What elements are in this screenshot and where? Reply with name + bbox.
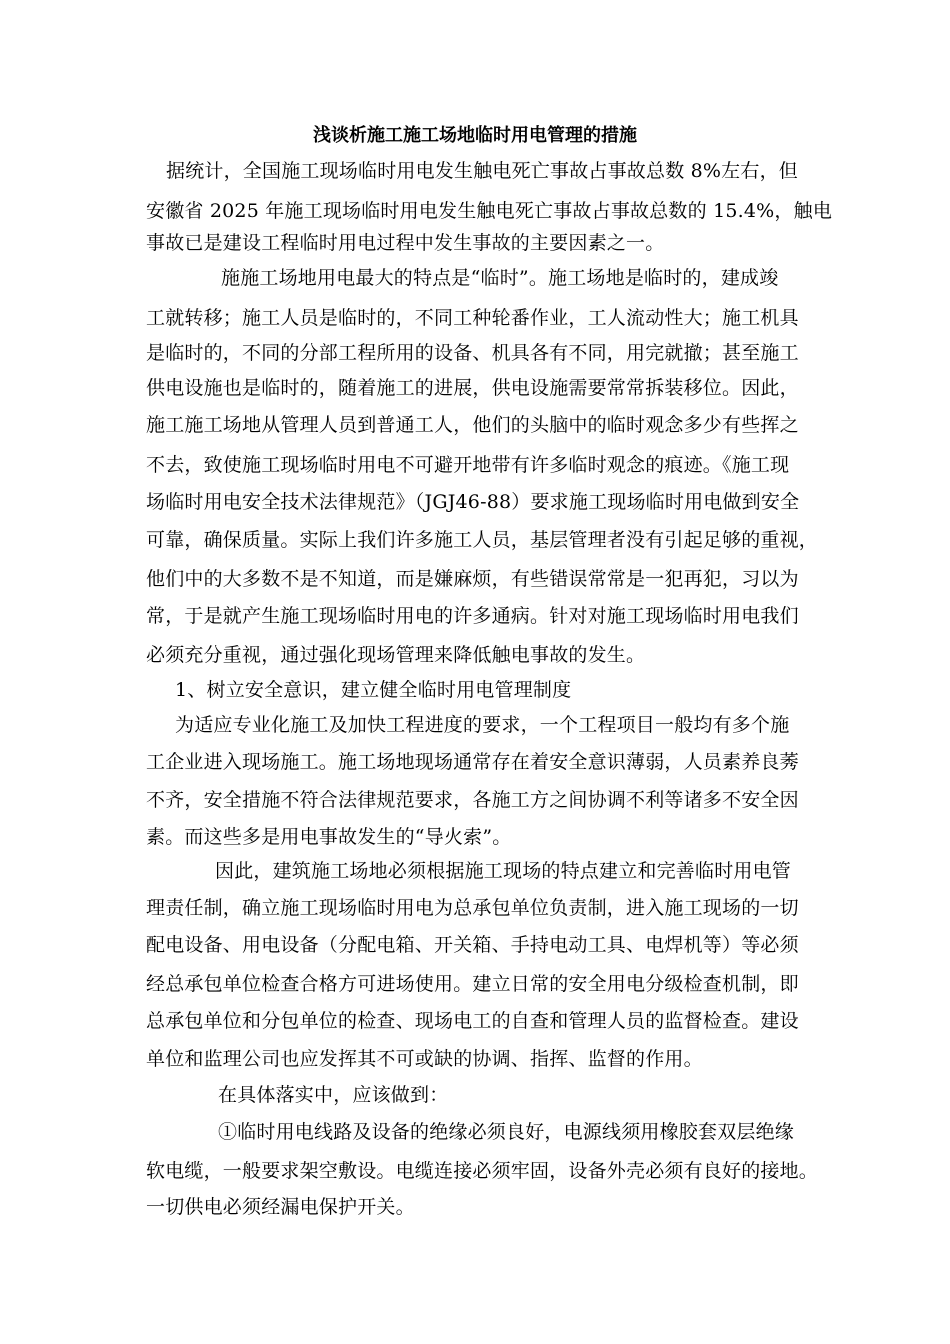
text-line-23: 经总承包单位检查合格方可进场使用。建立日常的安全用电分级检查机制，即 [146, 973, 799, 995]
text-line-7: 供电设施也是临时的，随着施工的进展，供电设施需要常常拆装移位。因此， [146, 377, 799, 399]
text-line-14: 必须充分重视，通过强化现场管理来降低触电事故的发生。 [146, 644, 646, 666]
text-line-9: 不去，致使施工现场临时用电不可避开地带有许多临时观念的痕迹。《施工现 [146, 454, 790, 476]
text-line-20: 因此，建筑施工场地必须根据施工现场的特点建立和完善临时用电管 [215, 860, 792, 882]
text-line-3: 事故已是建设工程临时用电过程中发生事故的主要因素之一。 [146, 232, 665, 254]
text-line-27: ①临时用电线路及设备的绝缘必须良好，电源线须用橡胶套双层绝缘 [218, 1121, 795, 1143]
text-line-8: 施工施工场地从管理人员到普通工人，他们的头脑中的临时观念多少有些挥之 [146, 414, 799, 436]
text-line-25: 单位和监理公司也应发挥其不可或缺的协调、指挥、监督的作用。 [146, 1048, 703, 1070]
text-line-4: 施施工场地用电最大的特点是“临时”。施工场地是临时的，建成竣 [221, 267, 779, 289]
text-line-22: 配电设备、用电设备（分配电箱、开关箱、手持电动工具、电焊机等）等必须 [146, 934, 799, 956]
section-heading-1: 1、树立安全意识，建立健全临时用电管理制度 [175, 679, 572, 701]
text-line-12: 他们中的大多数不是不知道，而是嫌麻烦，有些错误常常是一犯再犯，习以为 [146, 568, 799, 590]
text-line-18: 不齐，安全措施不符合法律规范要求，各施工方之间协调不利等诸多不安全因 [146, 789, 799, 811]
text-line-24: 总承包单位和分包单位的检查、现场电工的自查和管理人员的监督检查。建设 [146, 1010, 799, 1032]
text-line-16: 为适应专业化施工及加快工程进度的要求，一个工程项目一般均有多个施 [175, 714, 790, 736]
text-line-2: 安徽省 2025 年施工现场临时用电发生触电死亡事故占事故总数的 15.4%，触电 [146, 200, 833, 222]
text-line-1: 据统计，全国施工现场临时用电发生触电死亡事故占事故总数 8%左右，但 [166, 160, 798, 182]
text-line-21: 理责任制，确立施工现场临时用电为总承包单位负责制，进入施工现场的一切 [146, 897, 799, 919]
document-title: 浅谈析施工施工场地临时用电管理的措施 [313, 125, 637, 146]
text-line-28: 软电缆，一般要求架空敷设。电缆连接必须牢固，设备外壳必须有良好的接地。 [146, 1160, 819, 1182]
text-line-5: 工就转移；施工人员是临时的，不同工种轮番作业，工人流动性大；施工机具 [146, 307, 799, 329]
text-line-26: 在具体落实中，应该做到： [218, 1084, 449, 1106]
text-line-6: 是临时的，不同的分部工程所用的设备、机具各有不同，用完就撤；甚至施工 [146, 342, 799, 364]
text-line-19: 素。而这些多是用电事故发生的“导火索”。 [146, 826, 512, 848]
text-line-17: 工企业进入现场施工。施工场地现场通常存在着安全意识薄弱，人员素养良莠 [146, 751, 799, 773]
text-line-13: 常，于是就产生施工现场临时用电的许多通病。针对对施工现场临时用电我们 [146, 605, 799, 627]
text-line-29: 一切供电必须经漏电保护开关。 [146, 1196, 415, 1218]
text-line-10: 场临时用电安全技术法律规范》（JGJ46-88）要求施工现场临时用电做到安全 [146, 491, 800, 513]
text-line-11: 可靠，确保质量。实际上我们许多施工人员，基层管理者没有引起足够的重视， [146, 529, 819, 551]
